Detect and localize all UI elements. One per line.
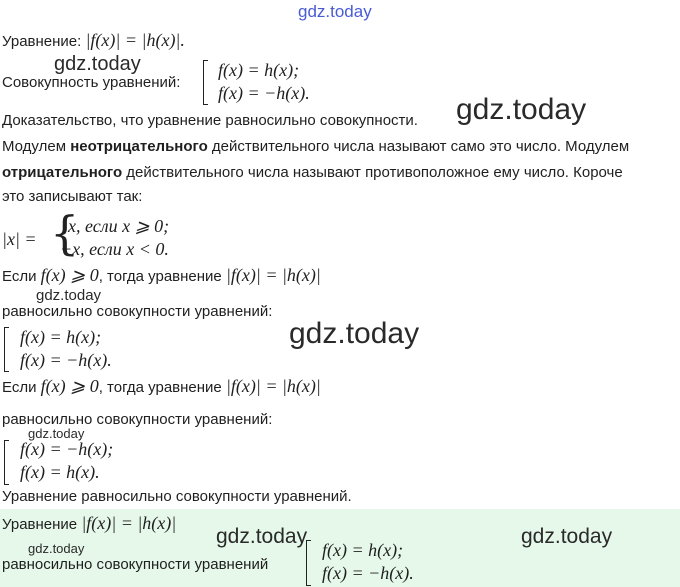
case-2-equiv: равносильно совокупности уравнений: bbox=[2, 411, 273, 428]
conclusion: Уравнение равносильно совокупности уравнений. bbox=[2, 488, 352, 505]
case-2-line bbox=[2, 376, 321, 397]
watermark: gdz.today bbox=[54, 53, 141, 75]
definition-line-1 bbox=[2, 138, 629, 155]
text: Если bbox=[2, 268, 37, 285]
math: |f(x)| = |h(x)| bbox=[225, 376, 321, 396]
text: , тогда уравнение bbox=[98, 379, 222, 396]
case-2-row-2: f(x) = h(x). bbox=[20, 462, 100, 482]
intro-system-row-2: f(x) = −h(x). bbox=[218, 83, 310, 103]
watermark: gdz.today bbox=[36, 287, 102, 304]
summary-row-1: f(x) = h(x); bbox=[322, 540, 404, 560]
bold-term: неотрицательного bbox=[70, 138, 208, 155]
text: действительного числа называют противоположное ему число. Короче bbox=[122, 164, 623, 181]
math: f(x) ⩾ 0 bbox=[40, 376, 99, 396]
system-bracket bbox=[203, 60, 208, 105]
site-logo-watermark: gdz.today bbox=[298, 2, 372, 21]
summary-bracket bbox=[306, 540, 311, 586]
case-2-row-1: f(x) = −h(x); bbox=[20, 439, 114, 459]
text: Модулем bbox=[2, 138, 71, 155]
equation-formula: |f(x)| = |h(x)|. bbox=[85, 30, 185, 50]
proof-heading: Доказательство, что уравнение равносильно совокупности. bbox=[2, 112, 418, 129]
intro-equation-line bbox=[2, 30, 185, 51]
watermark: gdz.today bbox=[28, 426, 85, 441]
watermark: gdz.today bbox=[456, 93, 587, 126]
watermark: gdz.today bbox=[28, 541, 85, 556]
math: |f(x)| = |h(x)| bbox=[81, 513, 177, 533]
text: Уравнение bbox=[2, 516, 78, 533]
brace-icon: { bbox=[50, 206, 80, 260]
watermark: gdz.today bbox=[216, 525, 308, 548]
abs-lhs: |x| = bbox=[2, 229, 37, 249]
watermark: gdz.today bbox=[289, 317, 420, 350]
case-1-equiv: равносильно совокупности уравнений: bbox=[2, 303, 273, 320]
text: , тогда уравнение bbox=[98, 268, 222, 285]
definition-line-2 bbox=[2, 164, 623, 181]
case-1-row-2: f(x) = −h(x). bbox=[20, 350, 112, 370]
text: действительного числа называют само это число. Модулем bbox=[207, 138, 630, 155]
intro-system-row-1: f(x) = h(x); bbox=[218, 60, 300, 80]
case-2-bracket bbox=[4, 440, 9, 485]
definition-line-3: это записывают так: bbox=[2, 188, 143, 205]
case-1-line bbox=[2, 265, 321, 286]
summary-equiv: равносильно совокупности уравнений bbox=[2, 556, 269, 573]
bold-term: отрицательного bbox=[2, 164, 123, 181]
intro-system-label: Совокупность уравнений: bbox=[2, 74, 181, 91]
watermark: gdz.today bbox=[521, 525, 613, 548]
case-1-row-1: f(x) = h(x); bbox=[20, 327, 102, 347]
summary-equation-line bbox=[2, 513, 176, 534]
math: f(x) ⩾ 0 bbox=[40, 265, 99, 285]
math: |f(x)| = |h(x)| bbox=[225, 265, 321, 285]
equation-label: Уравнение: bbox=[2, 33, 82, 50]
case-1-bracket bbox=[4, 327, 9, 372]
text: Если bbox=[2, 379, 37, 396]
abs-case-2: −x, если x < 0. bbox=[60, 239, 169, 259]
summary-row-2: f(x) = −h(x). bbox=[322, 563, 414, 583]
abs-case-1: x, если x ⩾ 0; bbox=[68, 216, 170, 236]
